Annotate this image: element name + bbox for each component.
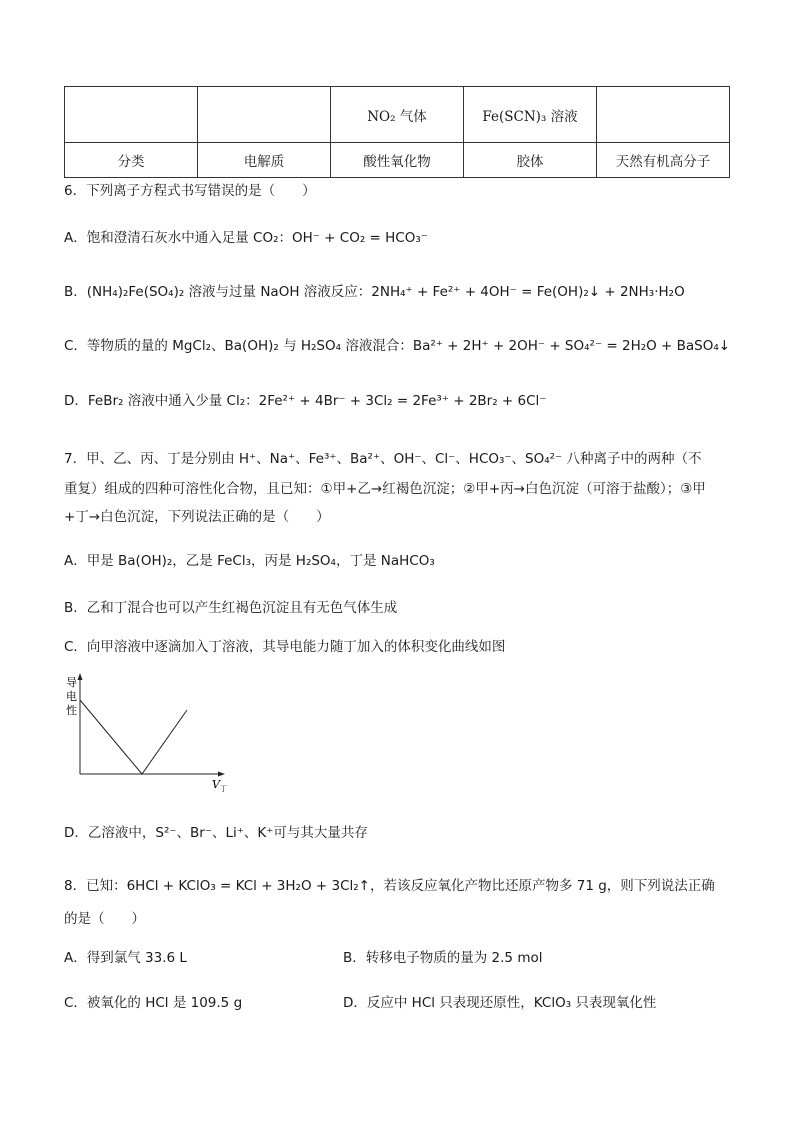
table-cell: 分类 [65, 143, 198, 178]
table-cell [65, 87, 198, 143]
graph-y-arrow [78, 673, 83, 680]
question-8-option-b: B．转移电子物质的量为 2.5 mol [343, 950, 543, 966]
graph-x-arrow [218, 772, 225, 777]
graph-curve [80, 700, 187, 774]
question-7-option-b: B．乙和丁混合也可以产生红褐色沉淀且有无色气体生成 [64, 600, 398, 616]
question-6-stem: 6．下列离子方程式书写错误的是（ ） [64, 183, 316, 199]
question-7-option-d: D．乙溶液中，S²⁻、Br⁻、Li⁺、K⁺可与其大量共存 [64, 825, 368, 841]
question-7-option-a: A．甲是 Ba(OH)₂，乙是 FeCl₃，丙是 H₂SO₄，丁是 NaHCO₃ [64, 553, 435, 569]
question-8-option-c: C．被氧化的 HCl 是 109.5 g [64, 995, 243, 1011]
table-cell: 电解质 [198, 143, 331, 178]
question-6-option-c: C．等物质的量的 MgCl₂、Ba(OH)₂ 与 H₂SO₄ 溶液混合：Ba²⁺ + 2H⁺ + 2OH⁻ + SO₄²⁻ = 2H₂O + BaSO₄↓ [64, 338, 731, 354]
table-cell: Fe(SCN)₃ 溶液 [464, 87, 597, 143]
table-cell: 天然有机高分子 [597, 143, 730, 178]
table-cell: 胶体 [464, 143, 597, 178]
question-7-option-c: C．向甲溶液中逐滴加入丁溶液，其导电能力随丁加入的体积变化曲线如图 [64, 639, 506, 655]
question-6-option-b: B．(NH₄)₂Fe(SO₄)₂ 溶液与过量 NaOH 溶液反应：2NH₄⁺ + Fe²⁺ + 4OH⁻ = Fe(OH)₂↓ + 2NH₃·H₂O [64, 284, 685, 300]
question-7-stem-line3: +丁→白色沉淀，下列说法正确的是（ ） [64, 509, 330, 525]
question-6-option-d: D．FeBr₂ 溶液中通入少量 Cl₂：2Fe²⁺ + 4Br⁻ + 3Cl₂ = 2Fe³⁺ + 2Br₂ + 6Cl⁻ [64, 393, 547, 409]
table-row [65, 87, 730, 143]
question-6-option-a: A．饱和澄清石灰水中通入足量 CO₂：OH⁻ + CO₂ = HCO₃⁻ [64, 230, 428, 246]
graph-ylabel-char: 电 [66, 690, 77, 703]
graph-ylabel-char: 导 [66, 676, 77, 689]
classification-table [64, 86, 730, 178]
graph-ylabel-char: 性 [66, 704, 77, 717]
question-7-stem-line1: 7．甲、乙、丙、丁是分别由 H⁺、Na⁺、Fe³⁺、Ba²⁺、OH⁻、Cl⁻、HCO₃⁻、SO₄²⁻ 八种离子中的两种（不 [64, 451, 702, 467]
graph-xlabel-subscript: 丁 [220, 785, 227, 793]
table-row [65, 143, 730, 178]
table-cell [597, 87, 730, 143]
graph-xlabel: V [212, 778, 220, 791]
question-8-stem-line2: 的是（ ） [64, 911, 145, 927]
question-7-stem-line2: 重复）组成的四种可溶性化合物，且已知：①甲+乙→红褐色沉淀；②甲+丙→白色沉淀（可溶于盐酸）；③甲 [64, 481, 706, 497]
question-8-option-d: D．反应中 HCl 只表现还原性，KClO₃ 只表现氧化性 [343, 995, 657, 1011]
table-cell: NO₂ 气体 [331, 87, 464, 143]
table-cell: 酸性氧化物 [331, 143, 464, 178]
question-8-stem-line1: 8．已知：6HCl + KClO₃ = KCl + 3H₂O + 3Cl₂↑，若该反应氧化产物比还原产物多 71 g，则下列说法正确 [64, 878, 715, 894]
conductivity-graph [62, 672, 242, 794]
question-8-option-a: A．得到氯气 33.6 L [64, 950, 187, 966]
table-cell [198, 87, 331, 143]
